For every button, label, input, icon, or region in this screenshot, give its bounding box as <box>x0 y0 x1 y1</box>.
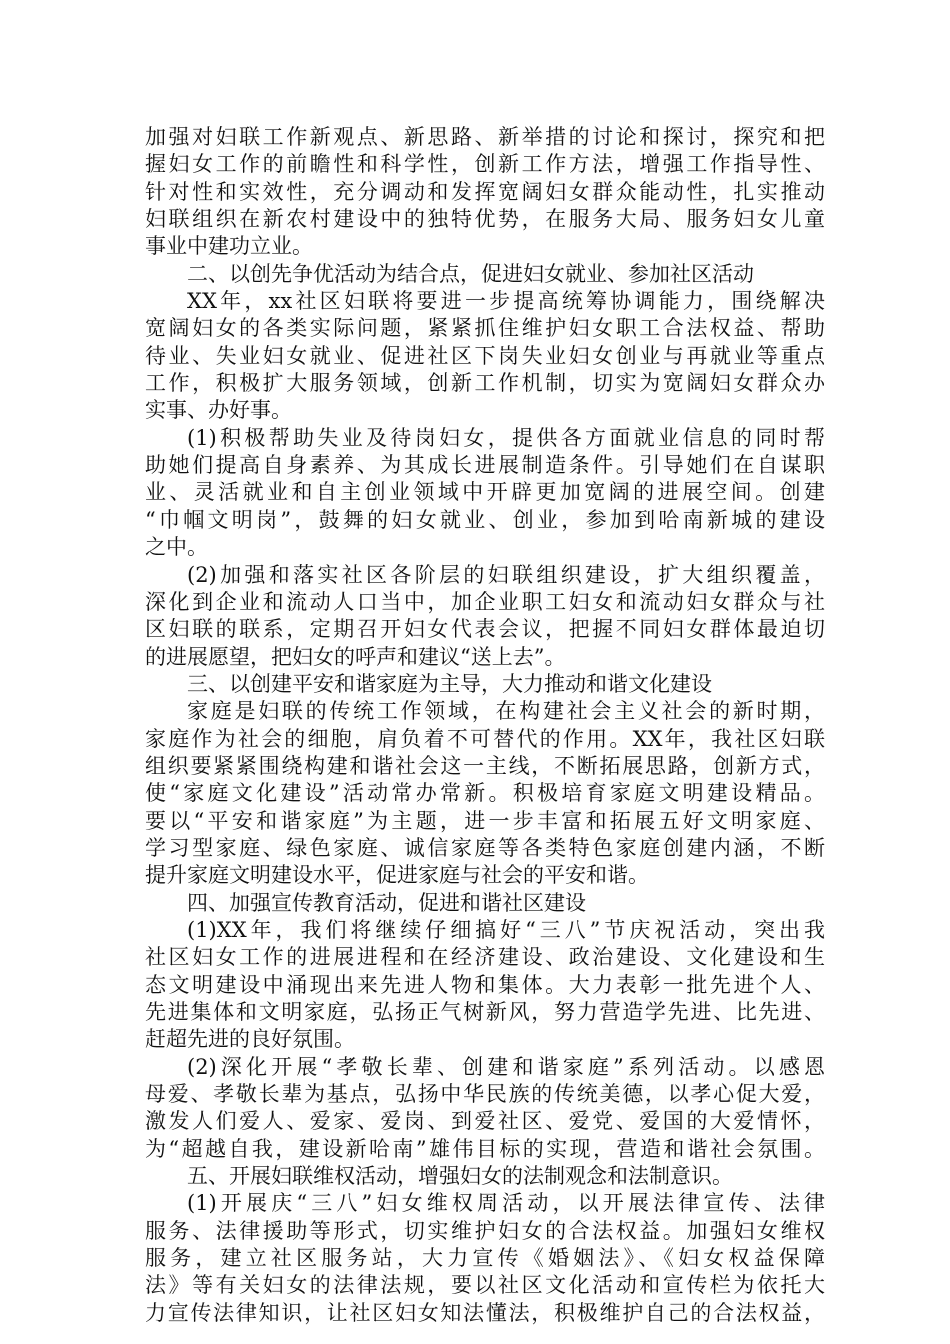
text-line: 四、加强宣传教育活动，促进和谐社区建设 <box>187 890 586 915</box>
text-line: 家庭是妇联的传统工作领域，在构建社会主义社会的新时期， <box>187 699 825 724</box>
text-line: 针对性和实效性，充分调动和发挥宽阔妇女群众能动性，扎实推动 <box>145 179 825 204</box>
text-line: 要以“平安和谐家庭”为主题，进一步丰富和拓展五好文明家庭、 <box>145 808 825 833</box>
text-line: 服务，建立社区服务站，大力宣传《婚姻法》、《妇女权益保障 <box>145 1246 825 1271</box>
text-line: 法》等有关妇女的法律法规，要以社区文化活动和宣传栏为依托大 <box>145 1273 825 1298</box>
text-line: 妇联组织在新农村建设中的独特优势，在服务大局、服务妇女儿童 <box>145 207 825 232</box>
text-line: 的进展愿望，把妇女的呼声和建议“送上去”。 <box>145 644 566 669</box>
text-line: 服务、法律援助等形式，切实维护妇女的合法权益。加强妇女维权 <box>145 1218 825 1243</box>
text-line: 社区妇女工作的进展进程和在经济建设、政治建设、文化建设和生 <box>145 945 825 970</box>
text-line: 五、开展妇联维权活动，增强妇女的法制观念和法制意识。 <box>187 1164 733 1189</box>
text-line: 为“超越自我，建设新哈南”雄伟目标的实现，营造和谐社会氛围。 <box>145 1136 825 1161</box>
text-line: 加强对妇联工作新观点、新思路、新举措的讨论和探讨，探究和把 <box>145 125 825 149</box>
text-line: (1)开展庆“三八”妇女维权周活动，以开展法律宣传、法律 <box>187 1191 825 1216</box>
text-line: 家庭作为社会的细胞，肩负着不可替代的作用。XX年，我社区妇联 <box>145 726 825 751</box>
text-line: 三、以创建平安和谐家庭为主导，大力推动和谐文化建设 <box>187 671 712 696</box>
text-line: 业、灵活就业和自主创业领域中开辟更加宽阔的进展空间。创建 <box>145 480 825 505</box>
text-line: 激发人们爱人、爱家、爱岗、到爱社区、爱党、爱国的大爱情怀， <box>145 1109 825 1134</box>
text-line: 握妇女工作的前瞻性和科学性，创新工作方法，增强工作指导性、 <box>145 152 825 177</box>
text-line: (2)深化开展“孝敬长辈、创建和谐家庭”系列活动。以感恩 <box>187 1054 825 1079</box>
text-line: 工作，积极扩大服务领域，创新工作机制，切实为宽阔妇女群众办 <box>145 371 825 396</box>
text-line: XX年，xx社区妇联将要进一步提高统筹协调能力，围绕解决 <box>187 289 825 314</box>
text-line: 先进集体和文明家庭，弘扬正气树新风，努力营造学先进、比先进、 <box>145 1000 825 1024</box>
text-line: 待业、失业妇女就业、促进社区下岗失业妇女创业与再就业等重点 <box>145 343 825 368</box>
text-line: 赶超先进的良好氛围。 <box>145 1027 355 1052</box>
text-line: 之中。 <box>145 535 208 560</box>
text-line: 学习型家庭、绿色家庭、诚信家庭等各类特色家庭创建内涵，不断 <box>145 835 825 860</box>
text-line: (1)XX年，我们将继续仔细搞好“三八”节庆祝活动，突出我 <box>187 917 825 942</box>
text-line: 助她们提高自身素养、为其成长进展制造条件。引导她们在自谋职 <box>145 453 825 478</box>
text-line: 力宣传法律知识，让社区妇女知法懂法，积极维护自己的合法权益， <box>145 1300 825 1325</box>
text-line: 二、以创先争优活动为结合点，促进妇女就业、参加社区活动 <box>187 261 754 286</box>
text-line: 深化到企业和流动人口当中，加企业职工妇女和流动妇女群众与社 <box>145 589 825 614</box>
text-line: 使“家庭文化建设”活动常办常新。积极培育家庭文明建设精品。 <box>145 781 825 806</box>
text-line: 母爱、孝敬长辈为基点，弘扬中华民族的传统美德，以孝心促大爱， <box>145 1082 825 1107</box>
text-line: 态文明建设中涌现出来先进人物和集体。大力表彰一批先进个人、 <box>145 972 825 997</box>
text-line: “巾帼文明岗”，鼓舞的妇女就业、创业，参加到哈南新城的建设 <box>145 507 825 532</box>
text-line: 实事、办好事。 <box>145 398 292 423</box>
text-line: (1)积极帮助失业及待岗妇女，提供各方面就业信息的同时帮 <box>187 425 825 450</box>
text-line: (2)加强和落实社区各阶层的妇联组织建设，扩大组织覆盖， <box>187 562 825 587</box>
text-line: 提升家庭文明建设水平，促进家庭与社会的平安和谐。 <box>145 863 649 888</box>
text-line: 组织要紧紧围绕构建和谐社会这一主线，不断拓展思路，创新方式， <box>145 753 825 778</box>
text-line: 事业中建功立业。 <box>145 234 313 259</box>
text-line: 区妇联的联系，定期召开妇女代表会议，把握不同妇女群体最迫切 <box>145 617 825 642</box>
text-line: 宽阔妇女的各类实际问题，紧紧抓住维护妇女职工合法权益、帮助 <box>145 316 825 341</box>
document-body <box>145 124 825 1327</box>
